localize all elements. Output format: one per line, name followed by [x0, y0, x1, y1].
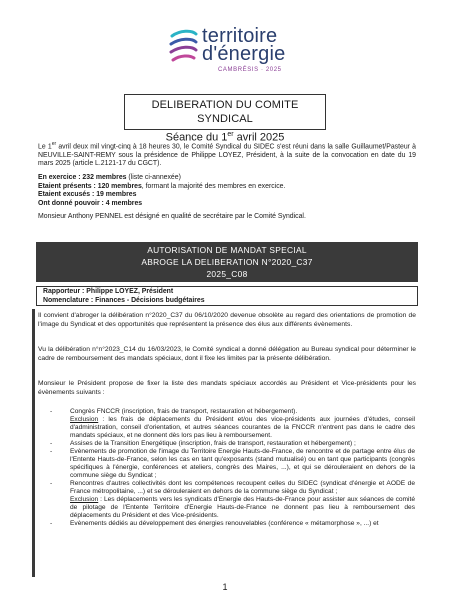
- count-label: Etaient présents : 120 membres: [38, 182, 142, 190]
- logo-word-territoire: territoire: [202, 25, 278, 47]
- session-date-suffix: avril 2025: [233, 131, 285, 144]
- list-item: [50, 408, 415, 440]
- dash-bullet: -: [50, 480, 53, 487]
- dash-bullet: -: [50, 520, 53, 527]
- item-text: Evènements dédiés au développement des énergies renouvelables (conférence « métamorphose », ...) et: [70, 520, 379, 527]
- section-header: [36, 242, 418, 282]
- deliberation-title-box: [124, 94, 326, 144]
- body-paragraph-3: Monsieur le Président propose de fixer la liste des mandats spéciaux accordés au Président et Vice-présidents pour les évènements suivants :: [38, 380, 416, 396]
- session-date-sup: er: [227, 131, 234, 138]
- session-date-prefix: Séance du 1: [165, 131, 228, 144]
- mandate-list: [50, 408, 415, 528]
- count-label: Ont donné pouvoir : 4 membres: [38, 199, 143, 207]
- section-number: 2025_C08: [206, 269, 248, 279]
- intro-sup: er: [51, 141, 57, 147]
- item-text: Congrès FNCCR (inscription, frais de transport, restauration et hébergement).: [70, 408, 298, 415]
- list-item: [50, 480, 415, 520]
- count-exercice: [38, 174, 416, 183]
- count-presents: [38, 183, 416, 192]
- intro-paragraph: [38, 140, 416, 169]
- exclusion-text: : Les déplacements vers les syndicats d'Energie des Hauts-de-France pour assister aux séances de comité de pilotage de l'Entente Territoire d'Energie Hauts-de-France ne donnent pas lieu à remboursement des déplacements du Président et des Vice-présidents.: [70, 496, 415, 519]
- count-pouvoir: [38, 200, 416, 209]
- dash-bullet: -: [50, 448, 53, 455]
- dash-bullet: -: [50, 408, 53, 415]
- territoire-energie-logo: [168, 26, 328, 78]
- nomenclature-line: Nomenclature : Finances - Décisions budgétaires: [43, 296, 205, 304]
- list-item: [50, 448, 415, 480]
- logo-word-energie: d'énergie: [202, 43, 286, 65]
- left-margin-bar: [32, 309, 35, 577]
- body-paragraph-1: Il convient d'abroger la délibération n°2020_C37 du 06/10/2020 devenue obsolète au regard des orientations de promotion de l'image du Syndicat et des opportunités que représentent la présence des élus aux différents évènements.: [38, 312, 416, 328]
- list-item: [50, 520, 415, 528]
- count-rest: , formant la majorité des membres en exercice.: [141, 182, 286, 190]
- body-paragraph-2: Vu la délibération n°n°2023_C14 du 16/03/2023, le Comité syndical a donné délégation au Bureau syndical pour déterminer le cadre de remboursement des mandats spéciaux, dont il fixe les limites par la présente délibération.: [38, 346, 416, 362]
- item-text: Rencontres d'autres collectivités dont les compétences recoupent celles du SIDEC (syndicat d'énergie et AODE de France métropolitaine, ...) et se dérouleraient en dehors de la commune siège du Syndicat ;: [70, 480, 415, 495]
- item-text: Evènements de promotion de l'image du Territoire Energie Hauts-de-France, de rencontre et de partage entre élus de l'Entente Hauts-de-France, selon les cas en tant qu'exposants (stand mutualisé) ou en tant que participants (congrès spécifiques à l'énergie, conférences et ateliers, congrès des Maires, ...), et qui se dérouleraient en dehors de la commune siège du Syndicat ;: [70, 448, 415, 479]
- logo-subtitle: CAMBRÉSIS · 2025: [218, 67, 282, 73]
- logo-mark-icon: [168, 28, 198, 68]
- rapporteur-line: Rapporteur : Philippe LOYEZ, Président: [43, 288, 174, 295]
- exclusion-label: Exclusion: [70, 416, 99, 423]
- exclusion-text: : les frais de déplacements du Président et/ou des vice-présidents aux journées d'études, conseil d'administration, conseil d'orientation, et autres séances courantes de la FNCCR n'entrent pas dans le cadre des mandats spéciaux, et ne donnent dès lors pas lieu à remboursement.: [70, 416, 415, 439]
- intro-text: avril deux mil vingt-cinq à 18 heures 30, le Comité Syndical du SIDEC s'est réuni dans la salle Guillaumet/Pasteur à NEUVILLE-SAINT-REMY sous la présidence de Philippe LOYEZ, Président, à la suite de la convocation en date du 19 mars 2025 (article L.2121-17 du CGCT).: [38, 143, 416, 168]
- list-item: [50, 440, 415, 448]
- page-number: 1: [222, 582, 228, 592]
- rapporteur-box: [36, 286, 418, 306]
- section-abroge: ABROGE LA DELIBERATION N°2020_C37: [141, 257, 313, 267]
- count-rest: (liste ci-annexée): [126, 174, 181, 181]
- dash-bullet: -: [50, 440, 53, 447]
- member-counts: [38, 174, 416, 208]
- count-label: Etaient excusés : 19 membres: [38, 191, 137, 198]
- deliberation-title: DELIBERATION DU COMITE SYNDICAL: [151, 99, 299, 125]
- item-text: Assises de la Transition Energétique (inscription, frais de transport, restauration et hébergement) ;: [70, 440, 356, 447]
- exclusion-label: Exclusion: [70, 496, 99, 503]
- secretary-paragraph: Monsieur Anthony PENNEL est désigné en qualité de secrétaire par le Comité Syndical.: [38, 213, 306, 220]
- count-excuses: [38, 191, 416, 200]
- count-label: En exercice : 232 membres: [38, 174, 127, 181]
- section-title: AUTORISATION DE MANDAT SPECIAL: [147, 245, 307, 255]
- intro-prefix: Le 1: [38, 143, 52, 151]
